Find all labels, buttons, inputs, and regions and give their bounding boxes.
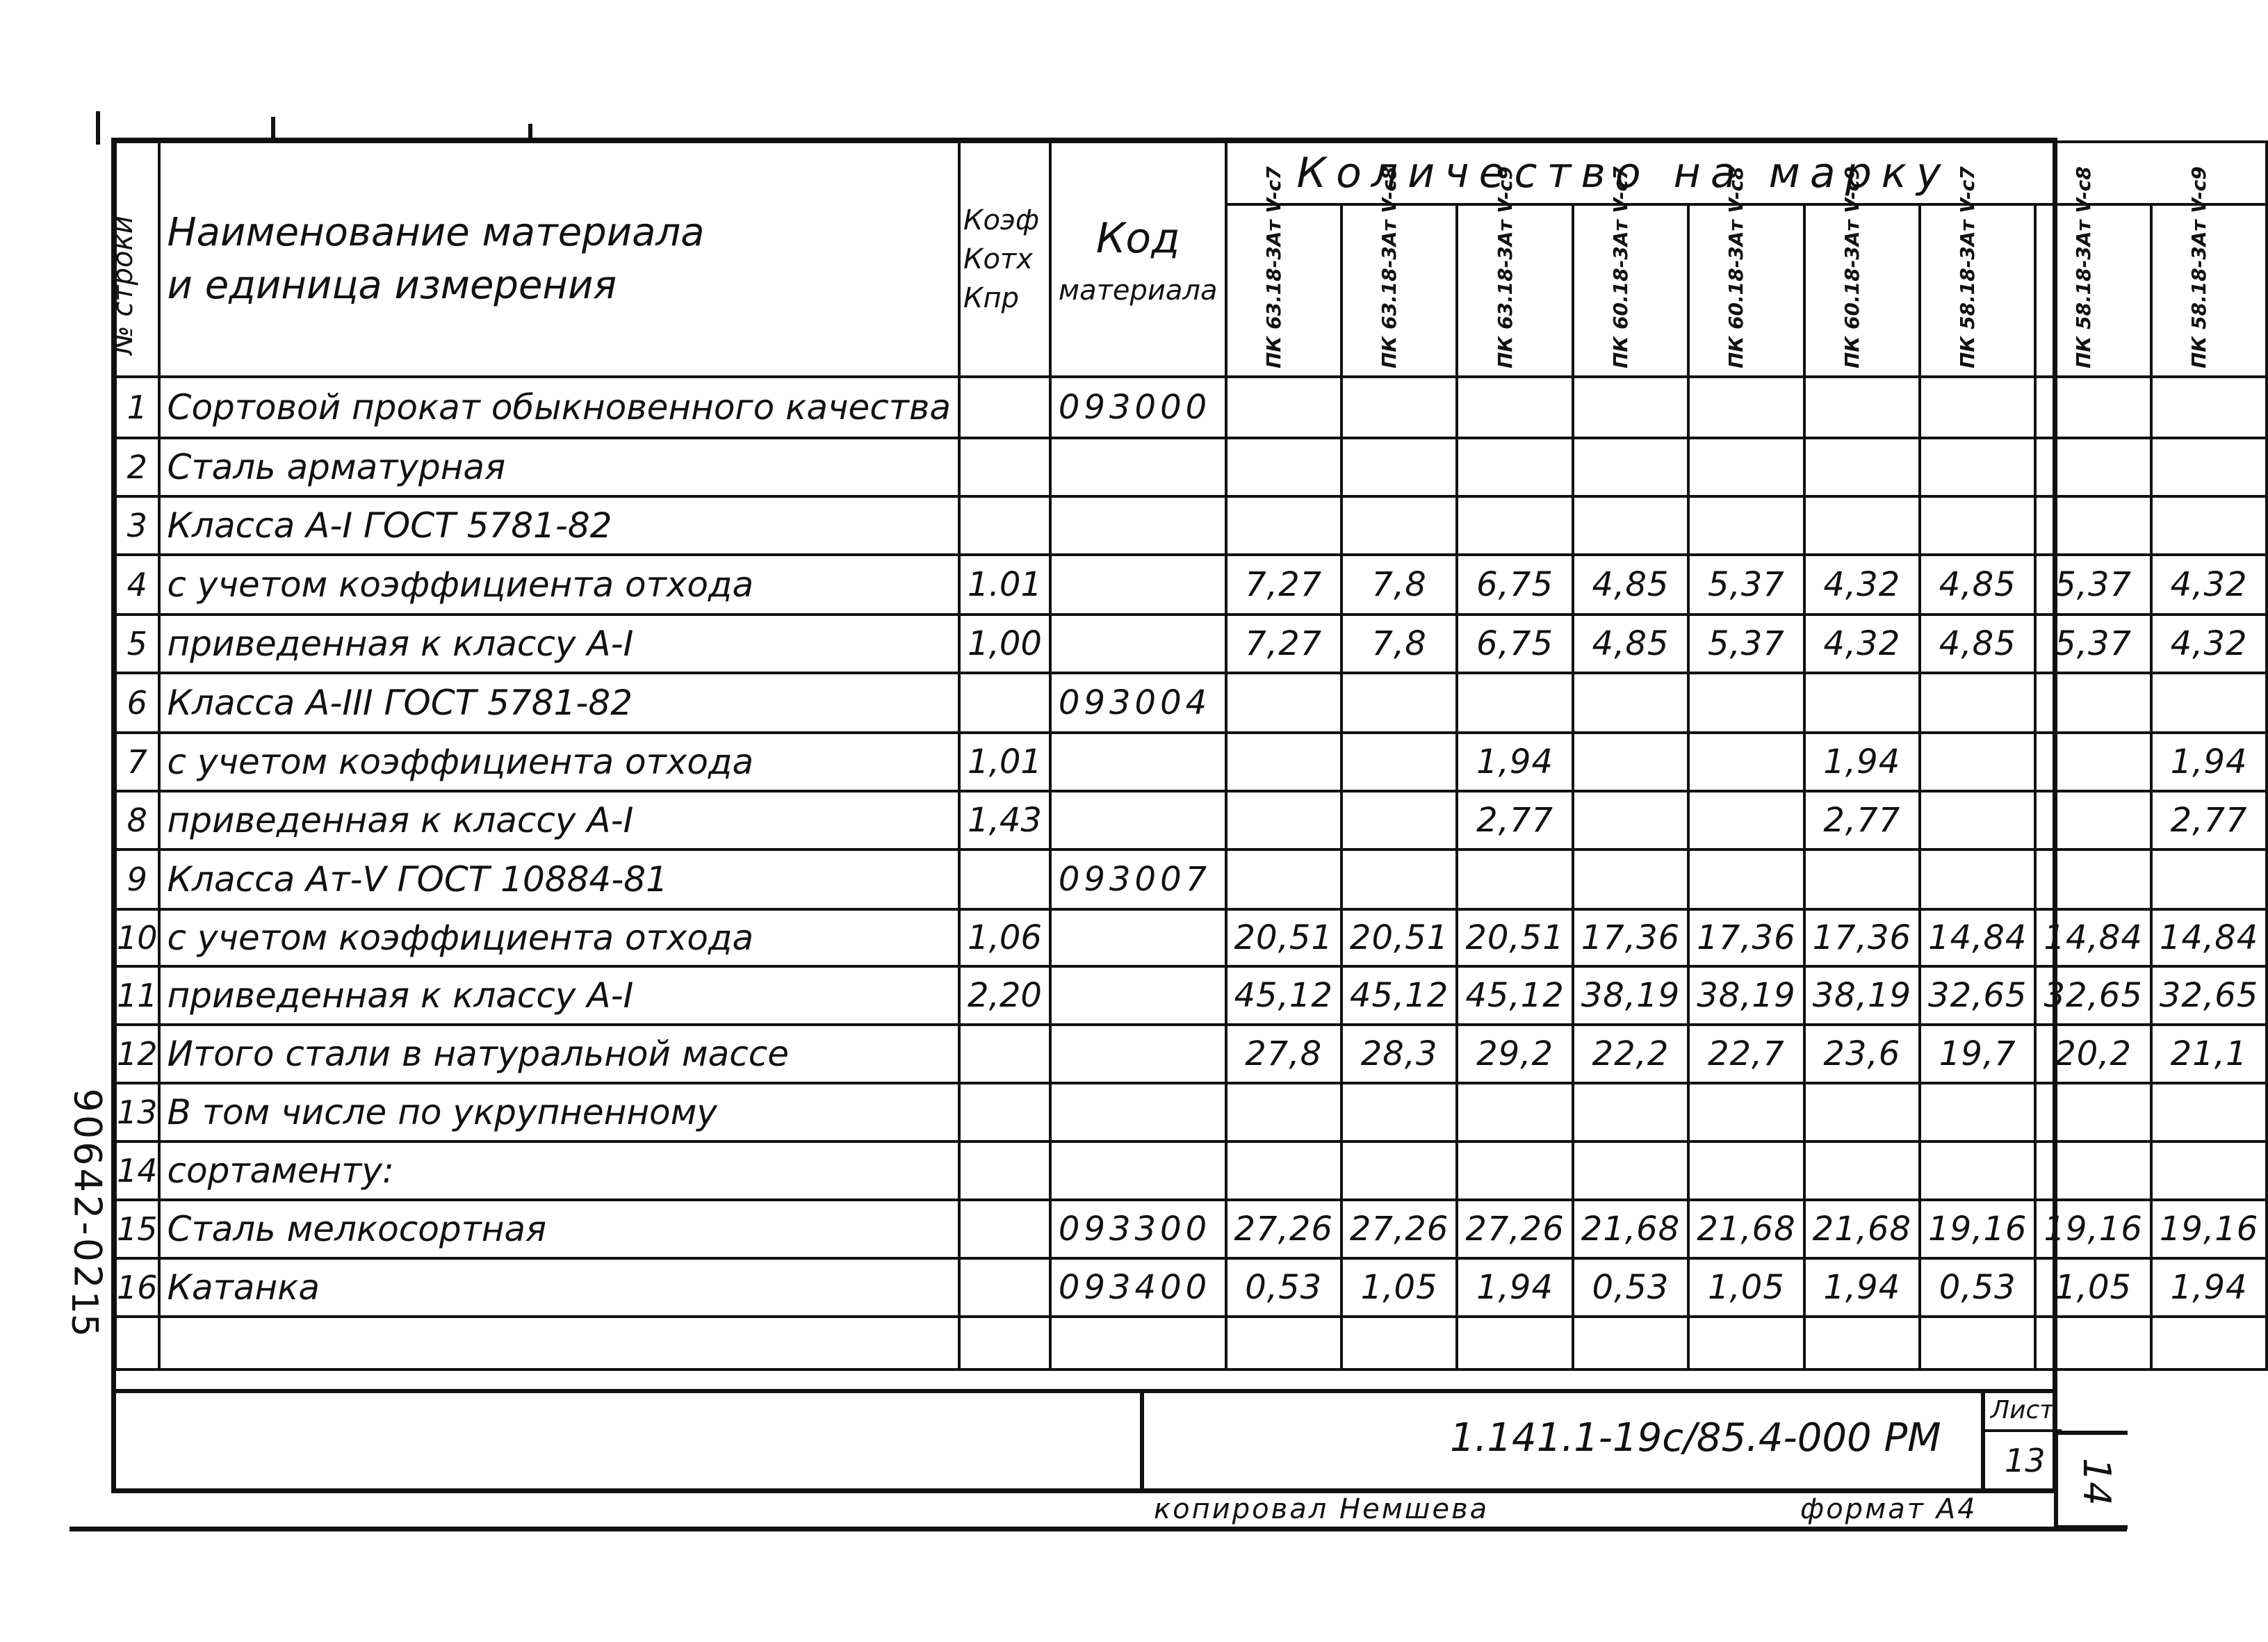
material-name: Итого стали в натуральной массе xyxy=(159,1025,960,1083)
material-name: сортаменту: xyxy=(159,1141,960,1200)
document-code: 1.141.1-19с/85.4-000 РМ xyxy=(1450,1415,1941,1461)
header-coef-1: Коэф xyxy=(963,204,1040,236)
header-qty: Количество на марку xyxy=(1226,142,2267,204)
quantity-cell: 4,85 xyxy=(1573,555,1688,615)
row-number: 13 xyxy=(115,1083,159,1141)
quantity-cell: 1,94 xyxy=(1457,1258,1572,1317)
row-number: 16 xyxy=(115,1258,159,1317)
material-name: с учетом коэффициента отхода xyxy=(159,733,960,791)
quantity-cell: 19,7 xyxy=(1920,1025,2035,1083)
quantity-cell xyxy=(2151,496,2267,555)
quantity-cell: 7,8 xyxy=(1341,615,1457,673)
row-number: 3 xyxy=(115,496,159,555)
quantity-cell: 1,05 xyxy=(1341,1258,1457,1317)
quantity-cell xyxy=(2151,1141,2267,1200)
quantity-cell: 17,36 xyxy=(1573,909,1688,966)
quantity-cell: 7,27 xyxy=(1226,555,1341,615)
frame-tick xyxy=(96,111,100,145)
quantity-cell: 22,2 xyxy=(1573,1025,1688,1083)
quantity-cell: 28,3 xyxy=(1341,1025,1457,1083)
inventory-number: 90642-02 xyxy=(65,1088,110,1292)
quantity-cell: 1,94 xyxy=(1804,733,1920,791)
quantity-cell: 38,19 xyxy=(1688,966,1804,1025)
material-name: с учетом коэффициента отхода xyxy=(159,909,960,966)
quantity-cell: 17,36 xyxy=(1804,909,1920,966)
drawing-frame xyxy=(111,138,2057,1493)
quantity-cell: 2,77 xyxy=(1804,791,1920,850)
quantity-cell: 14,84 xyxy=(2035,909,2151,966)
row-number: 7 xyxy=(115,733,159,791)
quantity-cell: 27,26 xyxy=(1457,1200,1572,1258)
mark-label: ПК 60.18-3Ат V-с9 xyxy=(1840,166,1863,368)
sheet-label: Лист xyxy=(1991,1396,2055,1424)
row-number: 15 xyxy=(115,1200,159,1258)
row-number: 5 xyxy=(115,615,159,673)
row-number: 11 xyxy=(115,966,159,1025)
quantity-cell: 4,32 xyxy=(1804,615,1920,673)
quantity-cell xyxy=(2151,377,2267,438)
quantity-cell: 32,65 xyxy=(2151,966,2267,1025)
quantity-cell: 19,16 xyxy=(1920,1200,2035,1258)
quantity-cell: 4,32 xyxy=(2151,555,2267,615)
material-code: 093004 xyxy=(1050,673,1226,733)
quantity-cell: 1,94 xyxy=(2151,733,2267,791)
header-code-2: материала xyxy=(1058,275,1218,307)
row-number: 9 xyxy=(115,850,159,909)
quantity-cell: 1,94 xyxy=(1457,733,1572,791)
mark-label: ПК 58.18-3Ат V-с7 xyxy=(1956,166,1980,368)
quantity-cell: 0,53 xyxy=(1573,1258,1688,1317)
quantity-cell: 21,68 xyxy=(1804,1200,1920,1258)
quantity-cell: 23,6 xyxy=(1804,1025,1920,1083)
material-name: В том числе по укрупненному xyxy=(159,1083,960,1141)
row-number: 4 xyxy=(115,555,159,615)
material-name: Сталь арматурная xyxy=(159,438,960,496)
quantity-cell: 29,2 xyxy=(1457,1025,1572,1083)
material-name: с учетом коэффициента отхода xyxy=(159,555,960,615)
header-name-line1: Наименование материала xyxy=(167,210,705,256)
material-name: приведенная к классу А-I xyxy=(159,791,960,850)
quantity-cell: 4,85 xyxy=(1573,615,1688,673)
row-number: 12 xyxy=(115,1025,159,1083)
footer-line xyxy=(70,1527,2127,1531)
quantity-cell: 5,37 xyxy=(1688,615,1804,673)
copied-by: копировал Немшева xyxy=(1154,1493,1490,1525)
coefficient: 1,01 xyxy=(959,733,1050,791)
quantity-cell: 4,85 xyxy=(1920,615,2035,673)
quantity-cell: 6,75 xyxy=(1457,555,1572,615)
header-coef-2: Котх xyxy=(963,243,1033,275)
mark-label: ПК 58.18-3Ат V-с8 xyxy=(2071,166,2095,368)
quantity-cell: 7,8 xyxy=(1341,555,1457,615)
row-number: 1 xyxy=(115,377,159,438)
quantity-cell: 14,84 xyxy=(2151,909,2267,966)
quantity-cell: 45,12 xyxy=(1457,966,1572,1025)
mark-label: ПК 63.18-3Ат V-с8 xyxy=(1378,166,1401,368)
mark-label: ПК 63.18-3Ат V-с7 xyxy=(1262,166,1285,368)
quantity-cell: 4,85 xyxy=(1920,555,2035,615)
quantity-cell: 21,68 xyxy=(1573,1200,1688,1258)
quantity-cell: 5,37 xyxy=(2035,615,2151,673)
quantity-cell: 1,05 xyxy=(1688,1258,1804,1317)
header-coef-3: Кпр xyxy=(963,282,1019,314)
inventory-index: 15 xyxy=(63,1290,106,1338)
material-name: Сортовой прокат обыкновенного качества xyxy=(159,377,960,438)
material-code: 093300 xyxy=(1050,1200,1226,1258)
material-name: Класса Ат-V ГОСТ 10884-81 xyxy=(159,850,960,909)
row-number: 6 xyxy=(115,673,159,733)
material-name: Класса А-I ГОСТ 5781-82 xyxy=(159,496,960,555)
quantity-cell: 14,84 xyxy=(1920,909,2035,966)
quantity-cell: 4,32 xyxy=(1804,555,1920,615)
material-code: 093000 xyxy=(1050,377,1226,438)
quantity-cell xyxy=(2151,1083,2267,1141)
quantity-cell: 20,51 xyxy=(1457,909,1572,966)
header-name-line2: и единица измерения xyxy=(167,263,617,308)
paper-format: формат А4 xyxy=(1800,1493,1977,1525)
quantity-cell: 21,1 xyxy=(2151,1025,2267,1083)
quantity-cell: 0,53 xyxy=(1920,1258,2035,1317)
quantity-cell: 38,19 xyxy=(1573,966,1688,1025)
material-name: приведенная к классу А-I xyxy=(159,615,960,673)
coefficient: 1,43 xyxy=(959,791,1050,850)
empty-cell xyxy=(2151,1317,2267,1369)
row-number: 2 xyxy=(115,438,159,496)
quantity-cell: 5,37 xyxy=(2035,555,2151,615)
sheet-number: 13 xyxy=(2005,1442,2046,1479)
quantity-cell: 27,26 xyxy=(1341,1200,1457,1258)
mark-label: ПК 60.18-3Ат V-с7 xyxy=(1608,166,1632,368)
quantity-cell: 38,19 xyxy=(1804,966,1920,1025)
page-number: 14 xyxy=(2074,1458,2119,1506)
coefficient: 2,20 xyxy=(959,966,1050,1025)
quantity-cell: 1,94 xyxy=(1804,1258,1920,1317)
quantity-cell: 19,16 xyxy=(2151,1200,2267,1258)
quantity-cell: 7,27 xyxy=(1226,615,1341,673)
material-name: Класса А-III ГОСТ 5781-82 xyxy=(159,673,960,733)
quantity-cell: 20,51 xyxy=(1226,909,1341,966)
quantity-cell: 17,36 xyxy=(1688,909,1804,966)
row-number: 10 xyxy=(115,909,159,966)
coefficient: 1,06 xyxy=(959,909,1050,966)
mark-header-9 xyxy=(2151,166,2267,377)
quantity-cell: 32,65 xyxy=(1920,966,2035,1025)
quantity-cell: 5,37 xyxy=(1688,555,1804,615)
material-name: Катанка xyxy=(159,1258,960,1317)
quantity-cell: 19,16 xyxy=(2035,1200,2151,1258)
mark-label: ПК 63.18-3Ат V-с9 xyxy=(1493,166,1517,368)
mark-label: ПК 58.18-3Ат V-с9 xyxy=(2187,166,2211,368)
quantity-cell: 2,77 xyxy=(1457,791,1572,850)
quantity-cell: 45,12 xyxy=(1226,966,1341,1025)
coefficient: 1.01 xyxy=(959,555,1050,615)
quantity-cell: 20,51 xyxy=(1341,909,1457,966)
quantity-cell xyxy=(2151,850,2267,909)
material-name: Сталь мелкосортная xyxy=(159,1200,960,1258)
header-code-1: Код xyxy=(1095,214,1180,263)
quantity-cell: 20,2 xyxy=(2035,1025,2151,1083)
quantity-cell xyxy=(2151,438,2267,496)
quantity-cell: 4,32 xyxy=(2151,615,2267,673)
material-code: 093007 xyxy=(1050,850,1226,909)
coefficient: 1,00 xyxy=(959,615,1050,673)
material-code: 093400 xyxy=(1050,1258,1226,1317)
quantity-cell: 27,26 xyxy=(1226,1200,1341,1258)
quantity-cell: 1,94 xyxy=(2151,1258,2267,1317)
quantity-cell: 32,65 xyxy=(2035,966,2151,1025)
material-name: приведенная к классу А-I xyxy=(159,966,960,1025)
quantity-cell: 27,8 xyxy=(1226,1025,1341,1083)
quantity-cell: 45,12 xyxy=(1341,966,1457,1025)
quantity-cell xyxy=(2151,673,2267,733)
quantity-cell: 2,77 xyxy=(2151,791,2267,850)
row-number: 8 xyxy=(115,791,159,850)
quantity-cell: 0,53 xyxy=(1226,1258,1341,1317)
quantity-cell: 6,75 xyxy=(1457,615,1572,673)
quantity-cell: 22,7 xyxy=(1688,1025,1804,1083)
header-row-no: № строки xyxy=(115,142,159,377)
quantity-cell: 21,68 xyxy=(1688,1200,1804,1258)
row-number: 14 xyxy=(115,1141,159,1200)
quantity-cell: 1,05 xyxy=(2035,1258,2151,1317)
mark-label: ПК 60.18-3Ат V-с8 xyxy=(1724,166,1748,368)
